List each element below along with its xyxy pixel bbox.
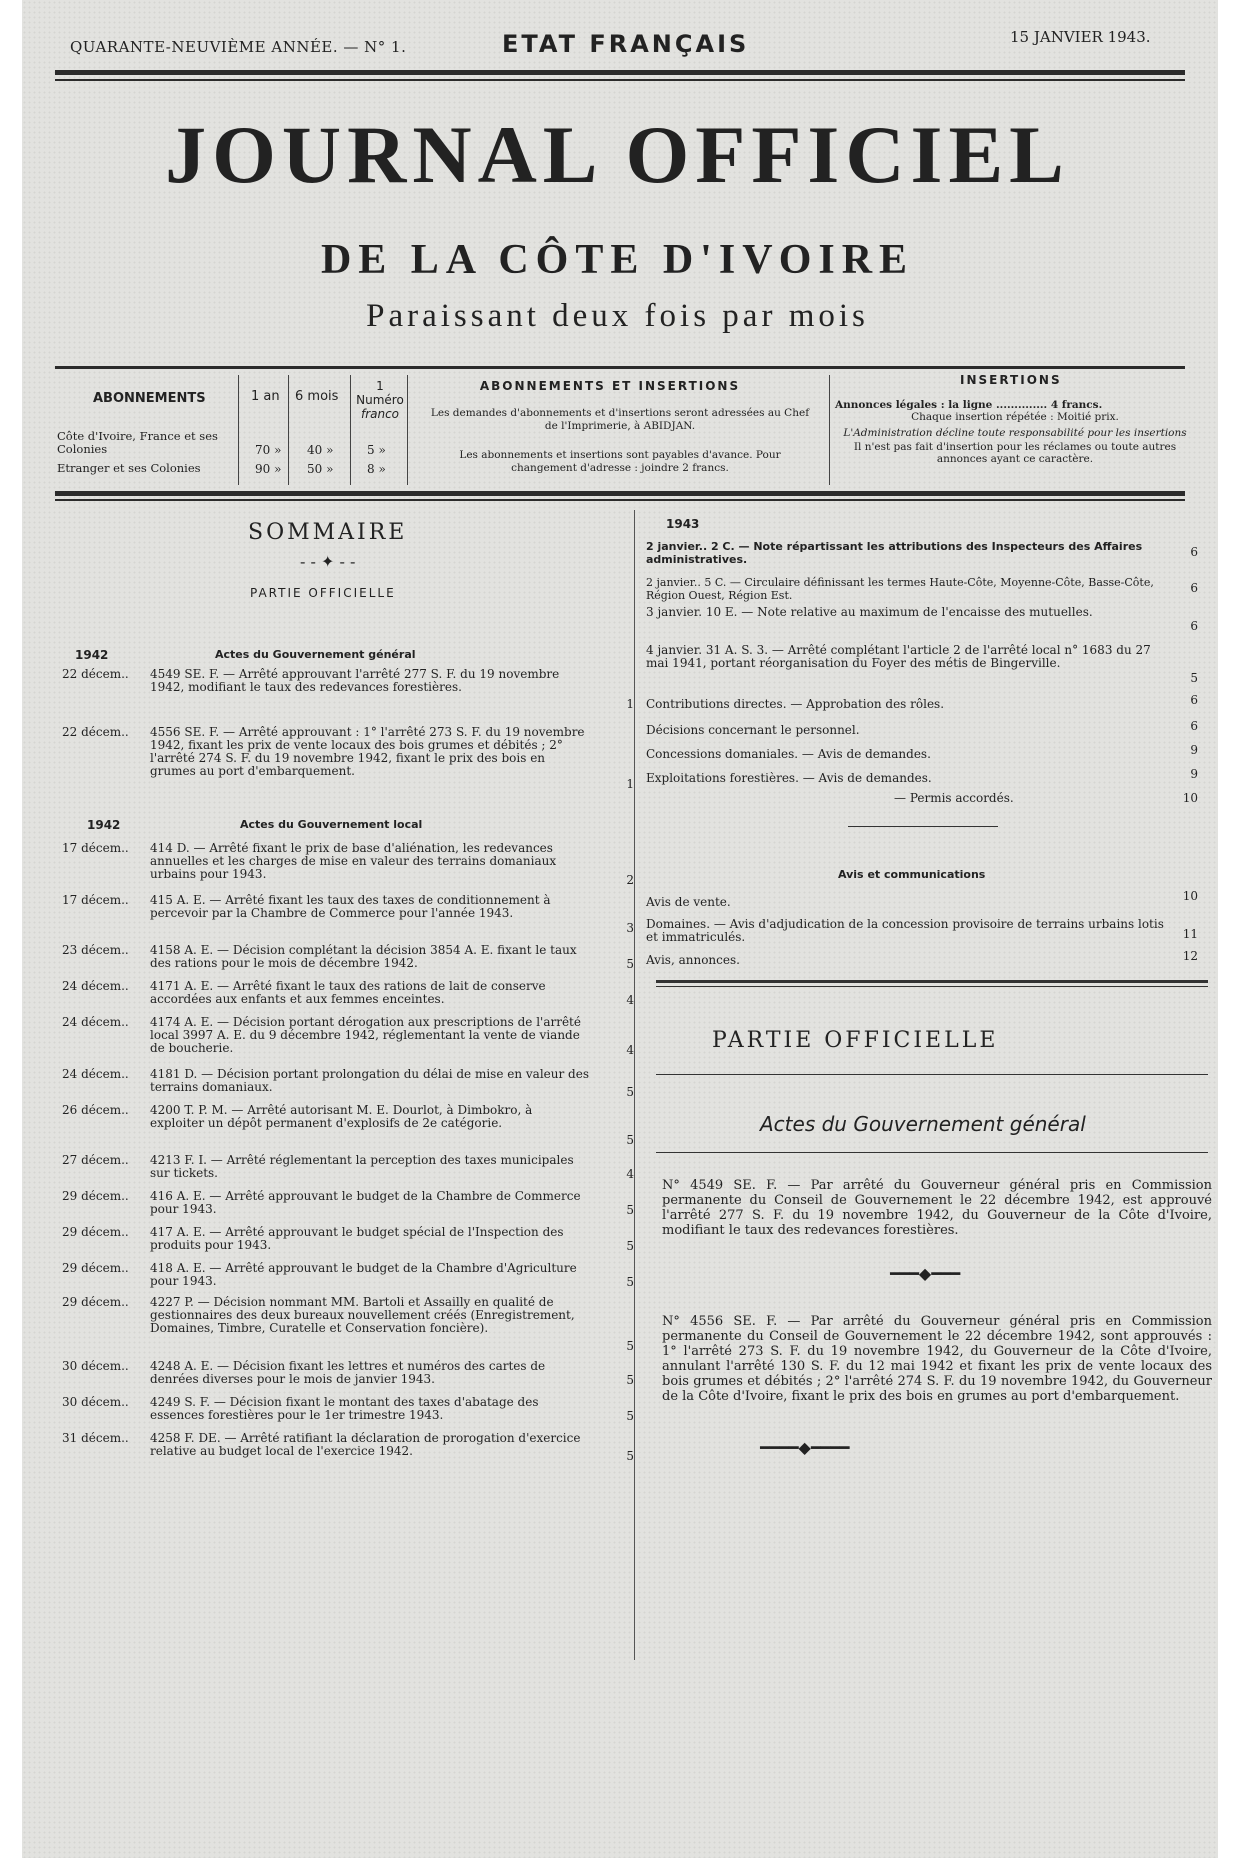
divider	[829, 375, 830, 485]
divider	[848, 826, 998, 827]
entry-text: 418 A. E. — Arrêté approuvant le budget de la Chambre d'Agriculture pour 1943.	[150, 1261, 577, 1288]
entry-page: 5	[626, 1085, 634, 1099]
insertion-disclaimer: L'Administration décline toute responsabilité pour les insertions	[843, 427, 1187, 439]
entry-date: 30 décem..	[62, 1395, 129, 1409]
entry-page: 6	[1190, 719, 1198, 733]
entry-page: 9	[1190, 743, 1198, 757]
rate-row-label: Etranger et ses Colonies	[57, 461, 201, 475]
section-title: Actes du Gouvernement local	[240, 818, 423, 831]
entry-page: 11	[1182, 927, 1198, 941]
entry-text: Décisions concernant le personnel.	[646, 723, 860, 737]
entry-page: 5	[626, 1239, 634, 1253]
subscription-box	[55, 366, 1185, 494]
entry-text: Contributions directes. — Approbation des rôles.	[646, 697, 945, 711]
ornament-icon: - - ✦ - -	[300, 552, 356, 571]
col-franco-label: franco	[360, 407, 400, 421]
entry-date: 23 décem..	[62, 943, 129, 957]
section-rule	[656, 986, 1208, 987]
entry-page: 9	[1190, 767, 1198, 781]
section-rule	[656, 980, 1208, 983]
official-part-heading: PARTIE OFFICIELLE	[712, 1028, 999, 1053]
entry-page: 5	[626, 957, 634, 971]
entry-page: 5	[626, 1203, 634, 1217]
col-single-issue	[352, 379, 408, 421]
subs-payment-note: Les abonnements et insertions sont payables d'avance. Pour changement d'adresse : joindre 2 francs.	[459, 449, 781, 474]
section-year: 1942	[87, 818, 121, 832]
col-one-year: 1 an	[251, 389, 280, 404]
entry-date: 22 décem..	[62, 725, 129, 739]
divider	[656, 1152, 1208, 1153]
entry-text: 4174 A. E. — Décision portant dérogation aux prescriptions de l'arrêté local 3997 A. E. du 9 décembre 1942, réglementant la vente de viande de boucherie.	[150, 1015, 581, 1055]
entry-page: 5	[626, 1339, 634, 1353]
masthead-subtitle: DE LA CÔTE D'IVOIRE	[320, 237, 915, 283]
rate-value: 50 »	[307, 462, 334, 476]
entry-page: 2	[626, 873, 634, 887]
entry-text: Avis, annonces.	[646, 953, 740, 967]
entry-page: 5	[626, 1275, 634, 1289]
entry-page: 1	[626, 697, 634, 711]
insertion-repeat: Chaque insertion répétée : Moitié prix.	[911, 411, 1119, 423]
entry-date: 24 décem..	[62, 979, 129, 993]
decree-4556: N° 4556 SE. F. — Par arrêté du Gouverneur général pris en Commission permanente du Conseil de Gouvernement le 22 décembre 1942, sont approuvés : 1° l'arrêté 273 S. F. du 19 novembre 1942, du Gouverneur de la Côte d'Ivoire, annulant l'arrêté 130 S. F. du 12 mai 1942 et fixant les prix de vente locaux des bois grumes et débités ; 2° l'arrêté 274 S. F. du 19 novembre 1942, du Gouverneur de la Côte d'Ivoire, fixant le prix des bois en grumes au port d'embarquement.	[662, 1314, 1212, 1404]
entry-text: 414 D. — Arrêté fixant le prix de base d'aliénation, les redevances annuelles et les charges de mise en valeur des terrains domaniaux urbains pour 1943.	[150, 841, 557, 881]
gov-acts-heading: Actes du Gouvernement général	[760, 1112, 1086, 1136]
entry-page: 5	[1190, 671, 1198, 685]
rate-value: 5 »	[367, 443, 386, 457]
entry-page: 10	[1182, 791, 1198, 805]
entry-text: 3 janvier. 10 E. — Note relative au maximum de l'encaisse des mutuelles.	[646, 605, 1093, 619]
entry-date: 26 décem..	[62, 1103, 129, 1117]
box-bottom-rule	[55, 491, 1185, 501]
entry-page: 6	[1190, 581, 1198, 595]
issue-date: 15 JANVIER 1943.	[1010, 28, 1151, 46]
entry-text: 4200 T. P. M. — Arrêté autorisant M. E. Dourlot, à Dimbokro, à exploiter un dépôt permanent d'explosifs de 2e catégorie.	[150, 1103, 533, 1130]
divider	[350, 375, 351, 485]
entry-text: 4181 D. — Décision portant prolongation du délai de mise en valeur des terrains domaniaux.	[150, 1067, 589, 1094]
insertion-price: Annonces légales : la ligne .............. 4 francs.	[835, 399, 1103, 411]
insertions-heading: INSERTIONS	[960, 373, 1062, 387]
entry-text: 2 janvier.. 5 C. — Circulaire définissant les termes Haute-Côte, Moyenne-Côte, Basse-Côte, Région Ouest, Région Est.	[646, 576, 1154, 602]
masthead-frequency: Paraissant deux fois par mois	[366, 298, 869, 334]
entry-page: 6	[1190, 619, 1198, 633]
entry-text: Concessions domaniales. — Avis de demandes.	[646, 747, 931, 761]
entry-page: 5	[626, 1373, 634, 1387]
entry-page: 4	[626, 993, 634, 1007]
entry-text: 4213 F. I. — Arrêté réglementant la perception des taxes municipales sur tickets.	[150, 1153, 574, 1180]
entry-date: 29 décem..	[62, 1189, 129, 1203]
rate-value: 40 »	[307, 443, 334, 457]
rate-value: 70 »	[255, 443, 282, 457]
entry-date: 29 décem..	[62, 1295, 129, 1309]
entry-date: 24 décem..	[62, 1067, 129, 1081]
rate-value: 90 »	[255, 462, 282, 476]
entry-date: 31 décem..	[62, 1431, 129, 1445]
entry-date: 22 décem..	[62, 667, 129, 681]
entry-date: 24 décem..	[62, 1015, 129, 1029]
subs-insertions-heading: ABONNEMENTS ET INSERTIONS	[479, 379, 741, 393]
entry-date: 27 décem..	[62, 1153, 129, 1167]
section-year: 1942	[75, 648, 109, 662]
entry-date: 17 décem..	[62, 893, 129, 907]
entry-text: 4248 A. E. — Décision fixant les lettres et numéros des cartes de denrées diverses pour le mois de janvier 1943.	[150, 1359, 546, 1386]
entry-text: 2 janvier.. 2 C. — Note répartissant les attributions des Inspecteurs des Affaires administratives.	[646, 540, 1143, 566]
entry-page: 4	[626, 1167, 634, 1181]
entry-page: 1	[626, 777, 634, 791]
entry-date: 30 décem..	[62, 1359, 129, 1373]
entry-text: 416 A. E. — Arrêté approuvant le budget de la Chambre de Commerce pour 1943.	[150, 1189, 581, 1216]
entry-page: 5	[626, 1449, 634, 1463]
entry-page: 10	[1182, 889, 1198, 903]
col-single-issue-label: 1 Numéro	[356, 379, 404, 407]
entry-text: 4 janvier. 31 A. S. 3. — Arrêté complétant l'article 2 de l'arrêté local n° 1683 du 27 mai 1941, portant réorganisation du Foyer des métis de Bingerville.	[646, 643, 1151, 670]
entry-date: 17 décem..	[62, 841, 129, 855]
entry-text: 4158 A. E. — Décision complétant la décision 3854 A. E. fixant le taux des rations pour le mois de décembre 1942.	[150, 943, 577, 970]
column-divider	[634, 510, 635, 1660]
header-rule	[55, 70, 1185, 81]
divider	[656, 1074, 1208, 1075]
entry-text: Domaines. — Avis d'adjudication de la concession provisoire de terrains urbains lotis et immatriculés.	[646, 917, 1164, 944]
section-title: Avis et communications	[838, 868, 986, 881]
entry-text: 4227 P. — Décision nommant MM. Bartoli et Assailly en qualité de gestionnaires des deux bureaux nouvellement créés (Enregistrement, Domaines, Timbre, Curatelle et Conservation foncière).	[150, 1295, 575, 1335]
toc-subtitle: PARTIE OFFICIELLE	[250, 586, 396, 600]
entry-text: 417 A. E. — Arrêté approuvant le budget spécial de l'Inspection des produits pour 1943.	[150, 1225, 564, 1252]
col-six-months: 6 mois	[295, 389, 339, 404]
entry-page: 3	[626, 921, 634, 935]
decree-4549: N° 4549 SE. F. — Par arrêté du Gouverneur général pris en Commission permanente du Conseil de Gouvernement le 22 décembre 1942, est approuvé l'arrêté 277 S. F. du 19 novembre 1942, du Gouverneur de la Côte d'Ivoire, modifiant le taux des redevances forestières.	[662, 1178, 1212, 1238]
entry-date: 29 décem..	[62, 1225, 129, 1239]
ornament-icon: ━━━━◆━━━━	[760, 1438, 850, 1457]
entry-page: 5	[626, 1409, 634, 1423]
entry-page: 5	[626, 1133, 634, 1147]
section-title: Actes du Gouvernement général	[215, 648, 416, 661]
entry-text: 4249 S. F. — Décision fixant le montant des taxes d'abatage des essences forestières pour le 1er trimestre 1943.	[150, 1395, 539, 1422]
entry-text: 4556 SE. F. — Arrêté approuvant : 1° l'arrêté 273 S. F. du 19 novembre 1942, fixant les prix de vente locaux des bois grumes et débités ; 2° l'arrêté 274 S. F. du 19 novembre 1942, fixant le prix des bois en grumes au port d'embarquement.	[150, 725, 585, 778]
divider	[238, 375, 239, 485]
toc-title: SOMMAIRE	[248, 520, 408, 545]
entry-text: — Permis accordés.	[894, 791, 1014, 805]
ornament-icon: ━━━◆━━━	[890, 1264, 961, 1283]
entry-page: 4	[626, 1043, 634, 1057]
entry-text: 4171 A. E. — Arrêté fixant le taux des rations de lait de conserve accordées aux enfants et aux femmes enceintes.	[150, 979, 546, 1006]
rate-value: 8 »	[367, 462, 386, 476]
entry-page: 6	[1190, 545, 1198, 559]
entry-page: 12	[1182, 949, 1198, 963]
subscriptions-heading: ABONNEMENTS	[93, 391, 206, 406]
entry-text: 415 A. E. — Arrêté fixant les taux des taxes de conditionnement à percevoir par la Chambre de Commerce pour l'année 1943.	[150, 893, 551, 920]
section-year: 1943	[666, 517, 700, 531]
entry-text: 4549 SE. F. — Arrêté approuvant l'arrêté 277 S. F. du 19 novembre 1942, modifiant le taux des redevances forestières.	[150, 667, 560, 694]
entry-text: Exploitations forestières. — Avis de demandes.	[646, 771, 932, 785]
entry-text: Avis de vente.	[646, 895, 731, 909]
entry-text: 4258 F. DE. — Arrêté ratifiant la déclaration de prorogation d'exercice relative au budget local de l'exercice 1942.	[150, 1431, 581, 1458]
issue-number: QUARANTE-NEUVIÈME ANNÉE. — N° 1.	[70, 38, 407, 56]
entry-page: 6	[1190, 693, 1198, 707]
state-name: ETAT FRANÇAIS	[502, 30, 750, 58]
masthead-title: JOURNAL OFFICIEL	[165, 109, 1070, 200]
entry-date: 29 décem..	[62, 1261, 129, 1275]
rate-row-label: Côte d'Ivoire, France et ses Colonies	[57, 429, 218, 456]
insertion-ad-note: Il n'est pas fait d'insertion pour les réclames ou toute autres annonces ayant ce caractère.	[853, 441, 1177, 465]
subs-address-note: Les demandes d'abonnements et d'insertions seront adressées au Chef de l'Imprimerie, à ABIDJAN.	[430, 407, 810, 432]
divider	[288, 375, 289, 485]
